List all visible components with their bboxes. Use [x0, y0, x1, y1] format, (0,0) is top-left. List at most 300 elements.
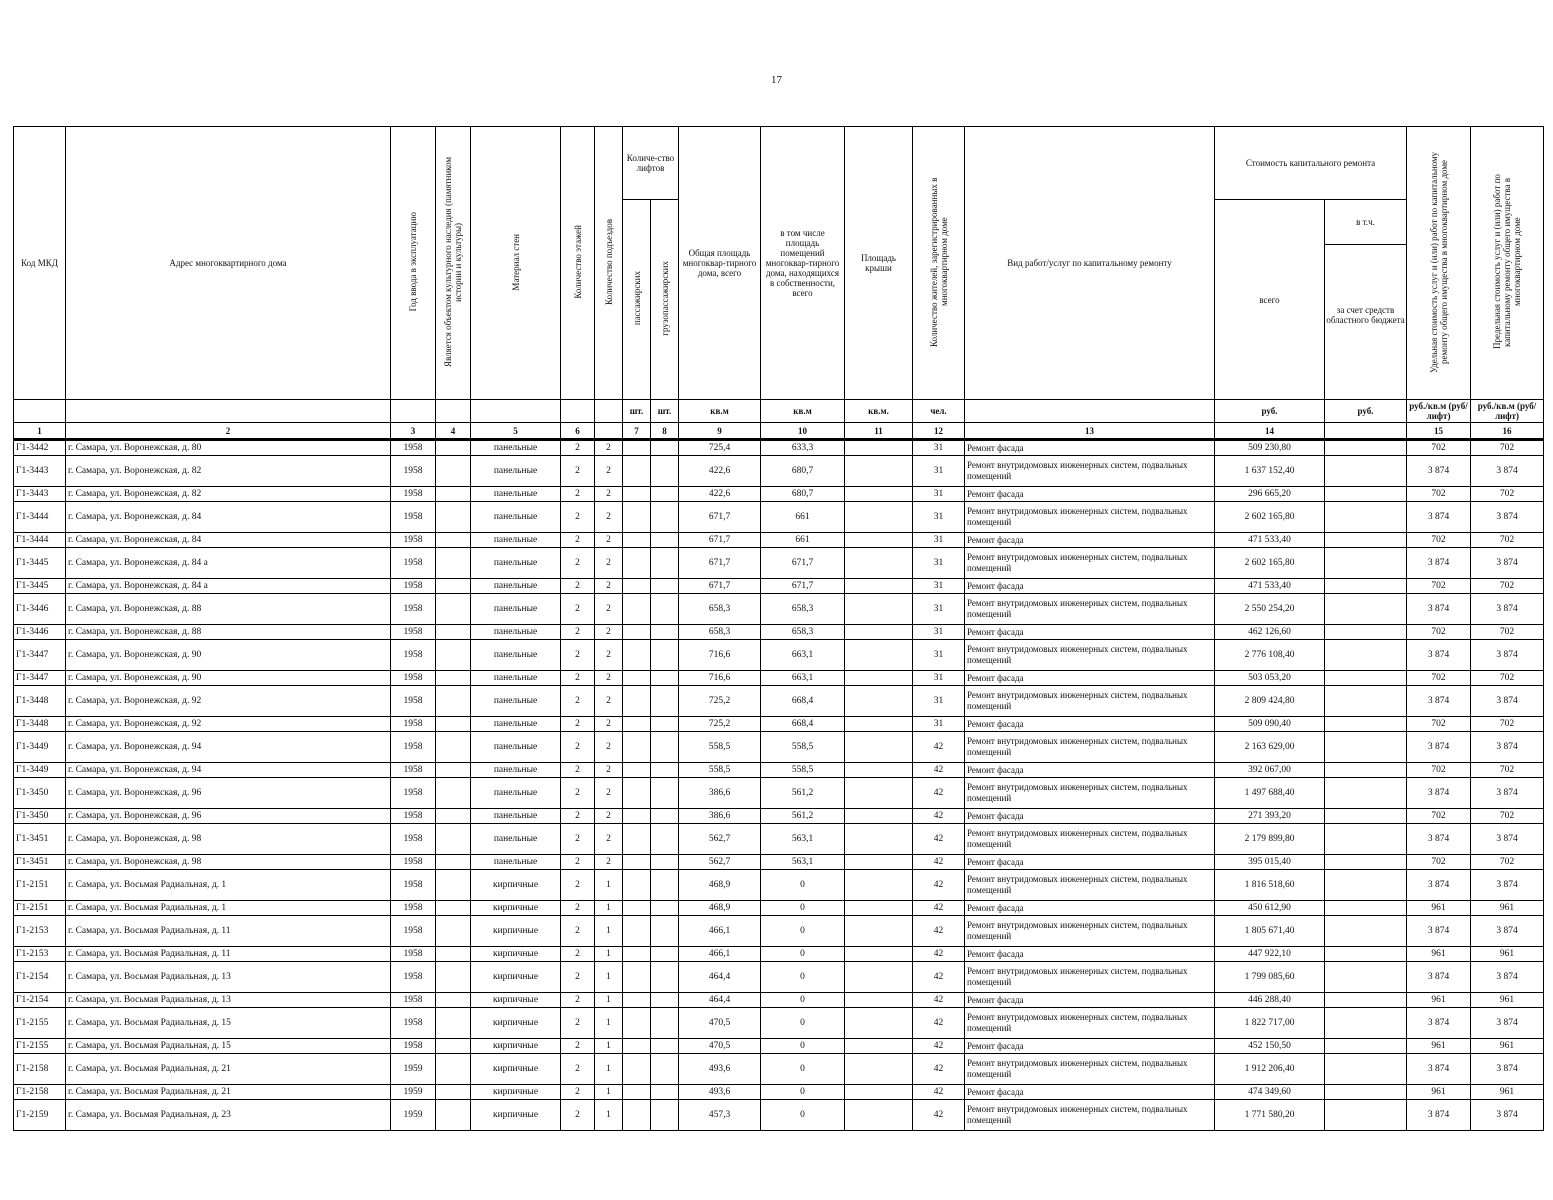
cell-heritage — [436, 579, 471, 594]
cell-cost-total: 450 612,90 — [1215, 901, 1325, 916]
cell-owned-area: 558,5 — [761, 763, 845, 778]
cell-address: г. Самара, ул. Воронежская, д. 84 — [66, 502, 391, 533]
unit-label: руб./кв.м (руб/лифт) — [1471, 400, 1544, 423]
cell-max-cost: 3 874 — [1471, 824, 1544, 855]
cell-floors: 2 — [561, 1039, 595, 1054]
cell-owned-area: 671,7 — [761, 579, 845, 594]
cell-lifts-cargo — [651, 916, 679, 947]
cell-roof-area — [845, 901, 913, 916]
cell-roof-area — [845, 993, 913, 1008]
cell-address: г. Самара, ул. Воронежская, д. 88 — [66, 594, 391, 625]
cell-roof-area — [845, 671, 913, 686]
table-row — [14, 579, 1544, 594]
cell-regional — [1325, 1039, 1407, 1054]
cell-cost-total: 471 533,40 — [1215, 533, 1325, 548]
cell-entrances: 2 — [595, 594, 623, 625]
cell-work-type: Ремонт фасада — [965, 763, 1215, 778]
cell-residents: 31 — [913, 579, 965, 594]
cell-work-type: Ремонт фасада — [965, 901, 1215, 916]
cell-work-type: Ремонт фасада — [965, 947, 1215, 962]
cell-work-type: Ремонт внутридомовых инженерных систем, подвальных помещений — [965, 1008, 1215, 1039]
cell-total-area: 468,9 — [679, 870, 761, 901]
cell-total-area: 493,6 — [679, 1054, 761, 1085]
cell-code: Г1-3449 — [14, 763, 66, 778]
cell-lifts-cargo — [651, 1085, 679, 1100]
cell-max-cost: 961 — [1471, 1085, 1544, 1100]
cell-walls: панельные — [471, 579, 561, 594]
cell-entrances: 2 — [595, 548, 623, 579]
cell-roof-area — [845, 594, 913, 625]
cell-total-area: 671,7 — [679, 548, 761, 579]
header-owned-area: в том числе площадь помещений многоквар-тирного дома, находящихся в собственности, всего — [761, 127, 845, 400]
column-number: 3 — [391, 423, 436, 440]
cell-residents: 42 — [913, 1008, 965, 1039]
cell-total-area: 386,6 — [679, 778, 761, 809]
cell-heritage — [436, 778, 471, 809]
cell-code: Г1-2155 — [14, 1039, 66, 1054]
cell-regional — [1325, 502, 1407, 533]
units-row — [14, 400, 1544, 423]
cell-lifts-cargo — [651, 686, 679, 717]
cell-unit-cost: 3 874 — [1407, 1008, 1471, 1039]
cell-residents: 31 — [913, 686, 965, 717]
cell-cost-total: 2 179 899,80 — [1215, 824, 1325, 855]
cell-roof-area — [845, 947, 913, 962]
cell-roof-area — [845, 440, 913, 456]
cell-owned-area: 0 — [761, 901, 845, 916]
cell-unit-cost: 702 — [1407, 763, 1471, 778]
cell-work-type: Ремонт фасада — [965, 625, 1215, 640]
cell-owned-area: 0 — [761, 870, 845, 901]
cell-regional — [1325, 1100, 1407, 1131]
table-row — [14, 456, 1544, 487]
cell-lifts-pass — [623, 809, 651, 824]
cell-lifts-pass — [623, 870, 651, 901]
cell-max-cost: 702 — [1471, 440, 1544, 456]
cell-max-cost: 702 — [1471, 533, 1544, 548]
cell-lifts-pass — [623, 487, 651, 502]
cell-residents: 31 — [913, 533, 965, 548]
cell-work-type: Ремонт внутридомовых инженерных систем, подвальных помещений — [965, 916, 1215, 947]
cell-floors: 2 — [561, 824, 595, 855]
cell-unit-cost: 702 — [1407, 809, 1471, 824]
cell-code: Г1-2151 — [14, 870, 66, 901]
cell-lifts-cargo — [651, 456, 679, 487]
cell-heritage — [436, 855, 471, 870]
cell-roof-area — [845, 456, 913, 487]
cell-total-area: 470,5 — [679, 1008, 761, 1039]
page-number: 17 — [771, 74, 782, 86]
cell-floors: 2 — [561, 594, 595, 625]
cell-walls: панельные — [471, 548, 561, 579]
cell-code: Г1-3446 — [14, 625, 66, 640]
cell-regional — [1325, 533, 1407, 548]
header-year: Год ввода в эксплуатацию — [391, 127, 436, 400]
cell-entrances: 2 — [595, 824, 623, 855]
cell-owned-area: 563,1 — [761, 855, 845, 870]
cell-lifts-pass — [623, 502, 651, 533]
cell-walls: панельные — [471, 671, 561, 686]
cell-total-area: 725,4 — [679, 440, 761, 456]
cell-code: Г1-3450 — [14, 778, 66, 809]
cell-address: г. Самара, ул. Воронежская, д. 96 — [66, 809, 391, 824]
cell-regional — [1325, 824, 1407, 855]
cell-lifts-pass — [623, 855, 651, 870]
cell-residents: 31 — [913, 671, 965, 686]
cell-walls: кирпичные — [471, 916, 561, 947]
header-residents: Количество жителей, зарегистрированных в многоквартирном доме — [913, 127, 965, 400]
cell-max-cost: 702 — [1471, 809, 1544, 824]
cell-walls: кирпичные — [471, 947, 561, 962]
cell-total-area: 558,5 — [679, 763, 761, 778]
cell-walls: кирпичные — [471, 1054, 561, 1085]
cell-roof-area — [845, 855, 913, 870]
cell-unit-cost: 3 874 — [1407, 502, 1471, 533]
cell-max-cost: 702 — [1471, 671, 1544, 686]
cell-total-area: 671,7 — [679, 502, 761, 533]
cell-total-area: 658,3 — [679, 594, 761, 625]
cell-year: 1958 — [391, 1039, 436, 1054]
cell-max-cost: 3 874 — [1471, 548, 1544, 579]
cell-code: Г1-3445 — [14, 548, 66, 579]
cell-address: г. Самара, ул. Воронежская, д. 82 — [66, 487, 391, 502]
cell-walls: панельные — [471, 855, 561, 870]
cell-heritage — [436, 824, 471, 855]
cell-entrances: 1 — [595, 1085, 623, 1100]
cell-max-cost: 3 874 — [1471, 456, 1544, 487]
cell-address: г. Самара, ул. Воронежская, д. 98 — [66, 855, 391, 870]
cell-total-area: 716,6 — [679, 671, 761, 686]
cell-cost-total: 462 126,60 — [1215, 625, 1325, 640]
cell-address: г. Самара, ул. Воронежская, д. 90 — [66, 671, 391, 686]
cell-owned-area: 563,1 — [761, 824, 845, 855]
cell-total-area: 464,4 — [679, 962, 761, 993]
cell-floors: 2 — [561, 993, 595, 1008]
table-row — [14, 809, 1544, 824]
cell-year: 1958 — [391, 487, 436, 502]
cell-owned-area: 0 — [761, 993, 845, 1008]
cell-entrances: 2 — [595, 717, 623, 732]
cell-owned-area: 663,1 — [761, 640, 845, 671]
cell-floors: 2 — [561, 947, 595, 962]
cell-max-cost: 3 874 — [1471, 870, 1544, 901]
cell-unit-cost: 3 874 — [1407, 686, 1471, 717]
cell-total-area: 464,4 — [679, 993, 761, 1008]
cell-cost-total: 1 497 688,40 — [1215, 778, 1325, 809]
cell-code: Г1-2153 — [14, 947, 66, 962]
cell-lifts-cargo — [651, 1100, 679, 1131]
cell-residents: 42 — [913, 1085, 965, 1100]
cell-heritage — [436, 533, 471, 548]
cell-owned-area: 0 — [761, 962, 845, 993]
cell-lifts-pass — [623, 732, 651, 763]
cell-lifts-cargo — [651, 717, 679, 732]
cell-roof-area — [845, 548, 913, 579]
cell-cost-total: 392 067,00 — [1215, 763, 1325, 778]
cell-year: 1958 — [391, 717, 436, 732]
cell-entrances: 1 — [595, 947, 623, 962]
column-number: 12 — [913, 423, 965, 440]
header-regional: за счет средств областного бюджета — [1326, 305, 1405, 325]
cell-address: г. Самара, ул. Воронежская, д. 94 — [66, 732, 391, 763]
cell-walls: панельные — [471, 778, 561, 809]
cell-work-type: Ремонт фасада — [965, 533, 1215, 548]
cell-roof-area — [845, 640, 913, 671]
cell-floors: 2 — [561, 440, 595, 456]
cell-address: г. Самара, ул. Восьмая Радиальная, д. 21 — [66, 1085, 391, 1100]
cell-code: Г1-3447 — [14, 640, 66, 671]
cell-owned-area: 663,1 — [761, 671, 845, 686]
unit-label: шт. — [623, 400, 651, 423]
cell-floors: 2 — [561, 456, 595, 487]
cell-regional — [1325, 487, 1407, 502]
cell-work-type: Ремонт внутридомовых инженерных систем, подвальных помещений — [965, 548, 1215, 579]
cell-total-area: 386,6 — [679, 809, 761, 824]
cell-heritage — [436, 548, 471, 579]
cell-heritage — [436, 456, 471, 487]
header-address: Адрес многоквартирного дома — [66, 127, 391, 400]
cell-roof-area — [845, 579, 913, 594]
cell-lifts-pass — [623, 962, 651, 993]
cell-entrances: 2 — [595, 809, 623, 824]
column-number: 4 — [436, 423, 471, 440]
cell-regional — [1325, 732, 1407, 763]
cell-residents: 31 — [913, 487, 965, 502]
cell-residents: 31 — [913, 456, 965, 487]
cell-heritage — [436, 1008, 471, 1039]
cell-heritage — [436, 686, 471, 717]
cell-entrances: 2 — [595, 732, 623, 763]
cell-max-cost: 3 874 — [1471, 502, 1544, 533]
cell-address: г. Самара, ул. Воронежская, д. 96 — [66, 778, 391, 809]
cell-heritage — [436, 1054, 471, 1085]
cell-work-type: Ремонт фасада — [965, 809, 1215, 824]
cell-heritage — [436, 717, 471, 732]
cell-entrances: 2 — [595, 778, 623, 809]
cell-cost-total: 474 349,60 — [1215, 1085, 1325, 1100]
cell-total-area: 725,2 — [679, 717, 761, 732]
cell-code: Г1-3445 — [14, 579, 66, 594]
cell-lifts-pass — [623, 778, 651, 809]
table-row — [14, 717, 1544, 732]
cell-lifts-pass — [623, 763, 651, 778]
cell-code: Г1-3443 — [14, 487, 66, 502]
cell-address: г. Самара, ул. Воронежская, д. 84 а — [66, 548, 391, 579]
cell-lifts-pass — [623, 533, 651, 548]
cell-code: Г1-2158 — [14, 1054, 66, 1085]
cell-year: 1958 — [391, 502, 436, 533]
cell-floors: 2 — [561, 962, 595, 993]
cell-total-area: 562,7 — [679, 855, 761, 870]
cell-cost-total: 446 288,40 — [1215, 993, 1325, 1008]
cell-heritage — [436, 1100, 471, 1131]
cell-entrances: 2 — [595, 487, 623, 502]
cell-total-area: 466,1 — [679, 947, 761, 962]
cell-cost-total: 1 799 085,60 — [1215, 962, 1325, 993]
cell-regional — [1325, 993, 1407, 1008]
column-number: 8 — [651, 423, 679, 440]
cell-entrances: 1 — [595, 1039, 623, 1054]
table-row — [14, 487, 1544, 502]
cell-owned-area: 558,5 — [761, 732, 845, 763]
cell-max-cost: 961 — [1471, 947, 1544, 962]
cell-residents: 42 — [913, 947, 965, 962]
column-number: 6 — [561, 423, 595, 440]
cell-heritage — [436, 809, 471, 824]
cell-roof-area — [845, 1100, 913, 1131]
cell-lifts-pass — [623, 717, 651, 732]
cell-floors: 2 — [561, 1054, 595, 1085]
cell-lifts-cargo — [651, 625, 679, 640]
cell-max-cost: 3 874 — [1471, 686, 1544, 717]
cell-address: г. Самара, ул. Воронежская, д. 90 — [66, 640, 391, 671]
column-number — [595, 423, 623, 440]
header-heritage: Является объектом культурного наследия (памятником истории и культуры) — [436, 127, 471, 400]
cell-roof-area — [845, 1039, 913, 1054]
cell-lifts-cargo — [651, 763, 679, 778]
cell-year: 1958 — [391, 1008, 436, 1039]
cell-walls: панельные — [471, 625, 561, 640]
cell-walls: кирпичные — [471, 1039, 561, 1054]
cell-regional — [1325, 579, 1407, 594]
header-cost-total: всего — [1215, 200, 1325, 400]
cell-roof-area — [845, 1085, 913, 1100]
cell-roof-area — [845, 1008, 913, 1039]
cell-owned-area: 661 — [761, 502, 845, 533]
cell-residents: 42 — [913, 732, 965, 763]
cell-residents: 31 — [913, 594, 965, 625]
cell-lifts-pass — [623, 824, 651, 855]
cell-owned-area: 671,7 — [761, 548, 845, 579]
cell-max-cost: 702 — [1471, 717, 1544, 732]
cell-residents: 31 — [913, 548, 965, 579]
cell-regional — [1325, 640, 1407, 671]
cell-regional — [1325, 686, 1407, 717]
cell-year: 1959 — [391, 1100, 436, 1131]
cell-work-type: Ремонт внутридомовых инженерных систем, подвальных помещений — [965, 870, 1215, 901]
cell-address: г. Самара, ул. Восьмая Радиальная, д. 21 — [66, 1054, 391, 1085]
cell-regional — [1325, 901, 1407, 916]
cell-roof-area — [845, 824, 913, 855]
cell-floors: 2 — [561, 901, 595, 916]
column-number: 13 — [965, 423, 1215, 440]
cell-lifts-pass — [623, 579, 651, 594]
cell-owned-area: 0 — [761, 947, 845, 962]
cell-lifts-cargo — [651, 1008, 679, 1039]
cell-owned-area: 0 — [761, 1085, 845, 1100]
cell-walls: кирпичные — [471, 870, 561, 901]
cell-residents: 42 — [913, 962, 965, 993]
cell-code: Г1-3450 — [14, 809, 66, 824]
header-incl: в т.ч. — [1325, 200, 1406, 245]
unit-label: руб./кв.м (руб/лифт) — [1407, 400, 1471, 423]
cell-floors: 2 — [561, 809, 595, 824]
cell-lifts-cargo — [651, 993, 679, 1008]
cell-code: Г1-3443 — [14, 456, 66, 487]
cell-floors: 2 — [561, 640, 595, 671]
cell-total-area: 558,5 — [679, 732, 761, 763]
cell-cost-total: 452 150,50 — [1215, 1039, 1325, 1054]
cell-year: 1958 — [391, 763, 436, 778]
cell-residents: 42 — [913, 1100, 965, 1131]
cell-address: г. Самара, ул. Восьмая Радиальная, д. 23 — [66, 1100, 391, 1131]
cell-lifts-cargo — [651, 640, 679, 671]
cell-cost-total: 509 090,40 — [1215, 717, 1325, 732]
column-number: 9 — [679, 423, 761, 440]
cell-walls: панельные — [471, 686, 561, 717]
cell-lifts-pass — [623, 1039, 651, 1054]
cell-roof-area — [845, 732, 913, 763]
table-row — [14, 778, 1544, 809]
cell-year: 1958 — [391, 962, 436, 993]
cell-year: 1958 — [391, 732, 436, 763]
cell-heritage — [436, 962, 471, 993]
cell-floors: 2 — [561, 686, 595, 717]
cell-heritage — [436, 732, 471, 763]
cell-unit-cost: 961 — [1407, 993, 1471, 1008]
cell-unit-cost: 3 874 — [1407, 594, 1471, 625]
cell-regional — [1325, 962, 1407, 993]
cell-work-type: Ремонт внутридомовых инженерных систем, подвальных помещений — [965, 640, 1215, 671]
cell-floors: 2 — [561, 533, 595, 548]
cell-year: 1958 — [391, 993, 436, 1008]
cell-cost-total: 2 163 629,00 — [1215, 732, 1325, 763]
column-numbers-row — [14, 423, 1544, 440]
cell-residents: 42 — [913, 916, 965, 947]
cell-regional — [1325, 1085, 1407, 1100]
cell-entrances: 1 — [595, 1054, 623, 1085]
cell-work-type: Ремонт фасада — [965, 440, 1215, 456]
column-number: 1 — [14, 423, 66, 440]
cell-owned-area: 561,2 — [761, 778, 845, 809]
cell-year: 1958 — [391, 855, 436, 870]
cell-cost-total: 1 637 152,40 — [1215, 456, 1325, 487]
cell-cost-total: 395 015,40 — [1215, 855, 1325, 870]
cell-roof-area — [845, 625, 913, 640]
cell-owned-area: 661 — [761, 533, 845, 548]
table-row — [14, 533, 1544, 548]
cell-unit-cost: 3 874 — [1407, 916, 1471, 947]
table-row — [14, 732, 1544, 763]
cell-unit-cost: 702 — [1407, 487, 1471, 502]
cell-walls: кирпичные — [471, 1008, 561, 1039]
table-body — [14, 440, 1544, 1131]
cell-work-type: Ремонт фасада — [965, 579, 1215, 594]
cell-year: 1958 — [391, 809, 436, 824]
table-row — [14, 440, 1544, 456]
cell-cost-total: 271 393,20 — [1215, 809, 1325, 824]
unit-label: шт. — [651, 400, 679, 423]
cell-owned-area: 0 — [761, 916, 845, 947]
cell-residents: 42 — [913, 1039, 965, 1054]
cell-cost-total: 447 922,10 — [1215, 947, 1325, 962]
cell-max-cost: 961 — [1471, 1039, 1544, 1054]
cell-lifts-pass — [623, 594, 651, 625]
cell-residents: 31 — [913, 502, 965, 533]
cell-owned-area: 0 — [761, 1008, 845, 1039]
cell-cost-total: 2 550 254,20 — [1215, 594, 1325, 625]
cell-address: г. Самара, ул. Воронежская, д. 92 — [66, 717, 391, 732]
cell-unit-cost: 961 — [1407, 1085, 1471, 1100]
cell-entrances: 1 — [595, 962, 623, 993]
cell-work-type: Ремонт фасада — [965, 487, 1215, 502]
cell-regional — [1325, 763, 1407, 778]
cell-entrances: 2 — [595, 855, 623, 870]
column-number: 5 — [471, 423, 561, 440]
cell-unit-cost: 702 — [1407, 625, 1471, 640]
table-row — [14, 548, 1544, 579]
cell-code: Г1-3448 — [14, 686, 66, 717]
